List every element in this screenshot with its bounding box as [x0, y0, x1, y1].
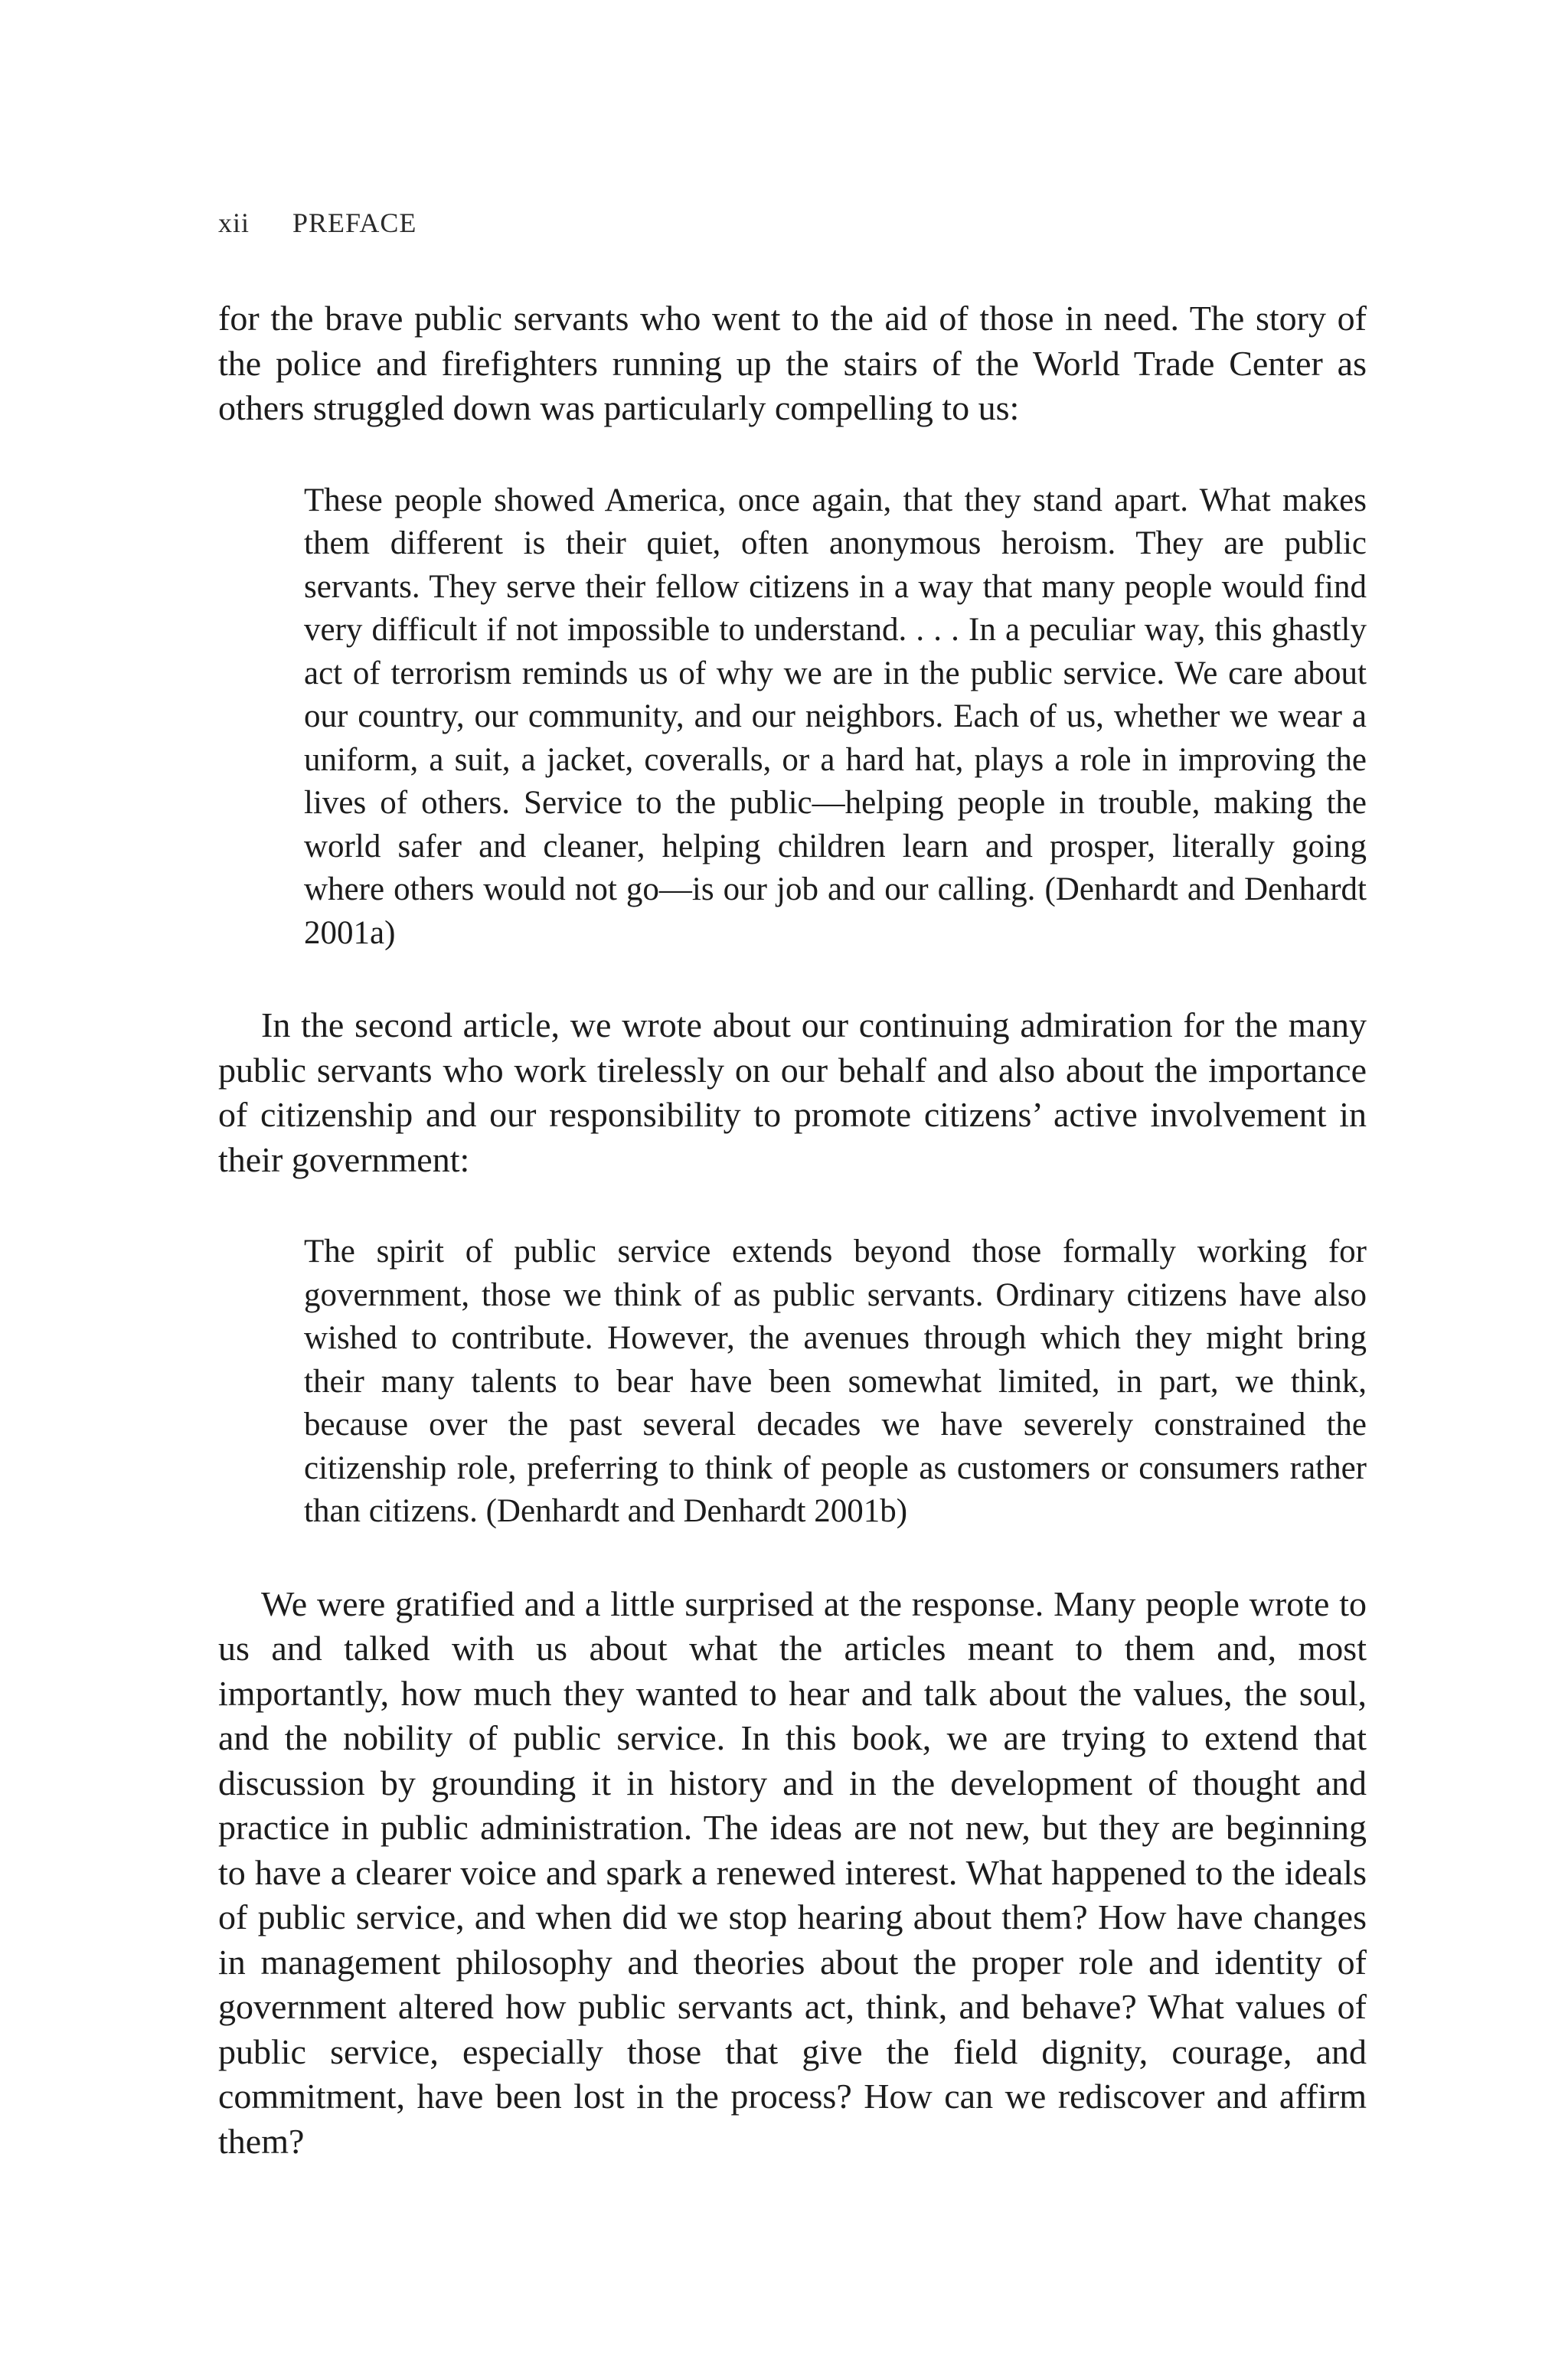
block-quote-2 [304, 1230, 1367, 1534]
page-number: xii [218, 208, 250, 238]
block-quote-text: The spirit of public service extends beyond those formally working for government, those we think of as public servants. Ordinary citizens have also wished to contribute. However, the avenues through which they might bring their many talents to bear have been somewhat limited, in part, we think, because over the past several decades we have severely constrained the citizenship role, preferring to think of people as customers or consumers rather than citizens. (Denhardt and Denhardt 2001b) [304, 1234, 1367, 1529]
block-quote-1 [304, 479, 1367, 956]
paragraph-continued: for the brave public servants who went to the aid of those in need. The story of the police and firefighters running up the stairs of the World Trade Center as others struggled down was particularly compelling to us: [218, 299, 1367, 427]
paragraph-second-article: In the second article, we wrote about our continuing admiration for the many public servants who work tirelessly on our behalf and also about the importance of citizenship and our responsibility to promote citizens’ active involvement in their government: [218, 1005, 1367, 1179]
block-quote-text: These people showed America, once again, that they stand apart. What makes them different is their quiet, often anonymous heroism. They are public servants. They serve their fellow citizens in a way that many people would find very difficult if not impossible to understand. . . . In a peculiar way, this ghastly act of terrorism reminds us of why we are in the public service. We care about our country, our community, and our neighbors. Each of us, whether we wear a uniform, a suit, a jacket, coveralls, or a hard hat, plays a role in improving the lives of others. Service to the public—helping people in trouble, making the world safer and cleaner, helping children learn and prosper, literally going where others would not go—is our job and our calling. (Denhardt and Denhardt 2001a) [304, 482, 1367, 951]
paragraph-response: We were gratified and a little surprised at the response. Many people wrote to us and talked with us about what the articles meant to them and, most importantly, how much they wanted to hear and talk about the values, the soul, and the nobility of public service. In this book, we are trying to extend that discussion by grounding it in history and in the development of thought and practice in public administration. The ideas are not new, but they are beginning to have a clearer voice and spark a renewed interest. What happened to the ideals of public service, and when did we stop hearing about them? How have changes in management philosophy and theories about the proper role and identity of government altered how public servants act, think, and behave? What values of public service, especially those that give the field dignity, courage, and commitment, have been lost in the process? How can we rediscover and affirm them? [218, 1583, 1367, 2161]
running-head [218, 207, 1367, 239]
running-title: PREFACE [292, 208, 417, 238]
page [218, 207, 1367, 2164]
